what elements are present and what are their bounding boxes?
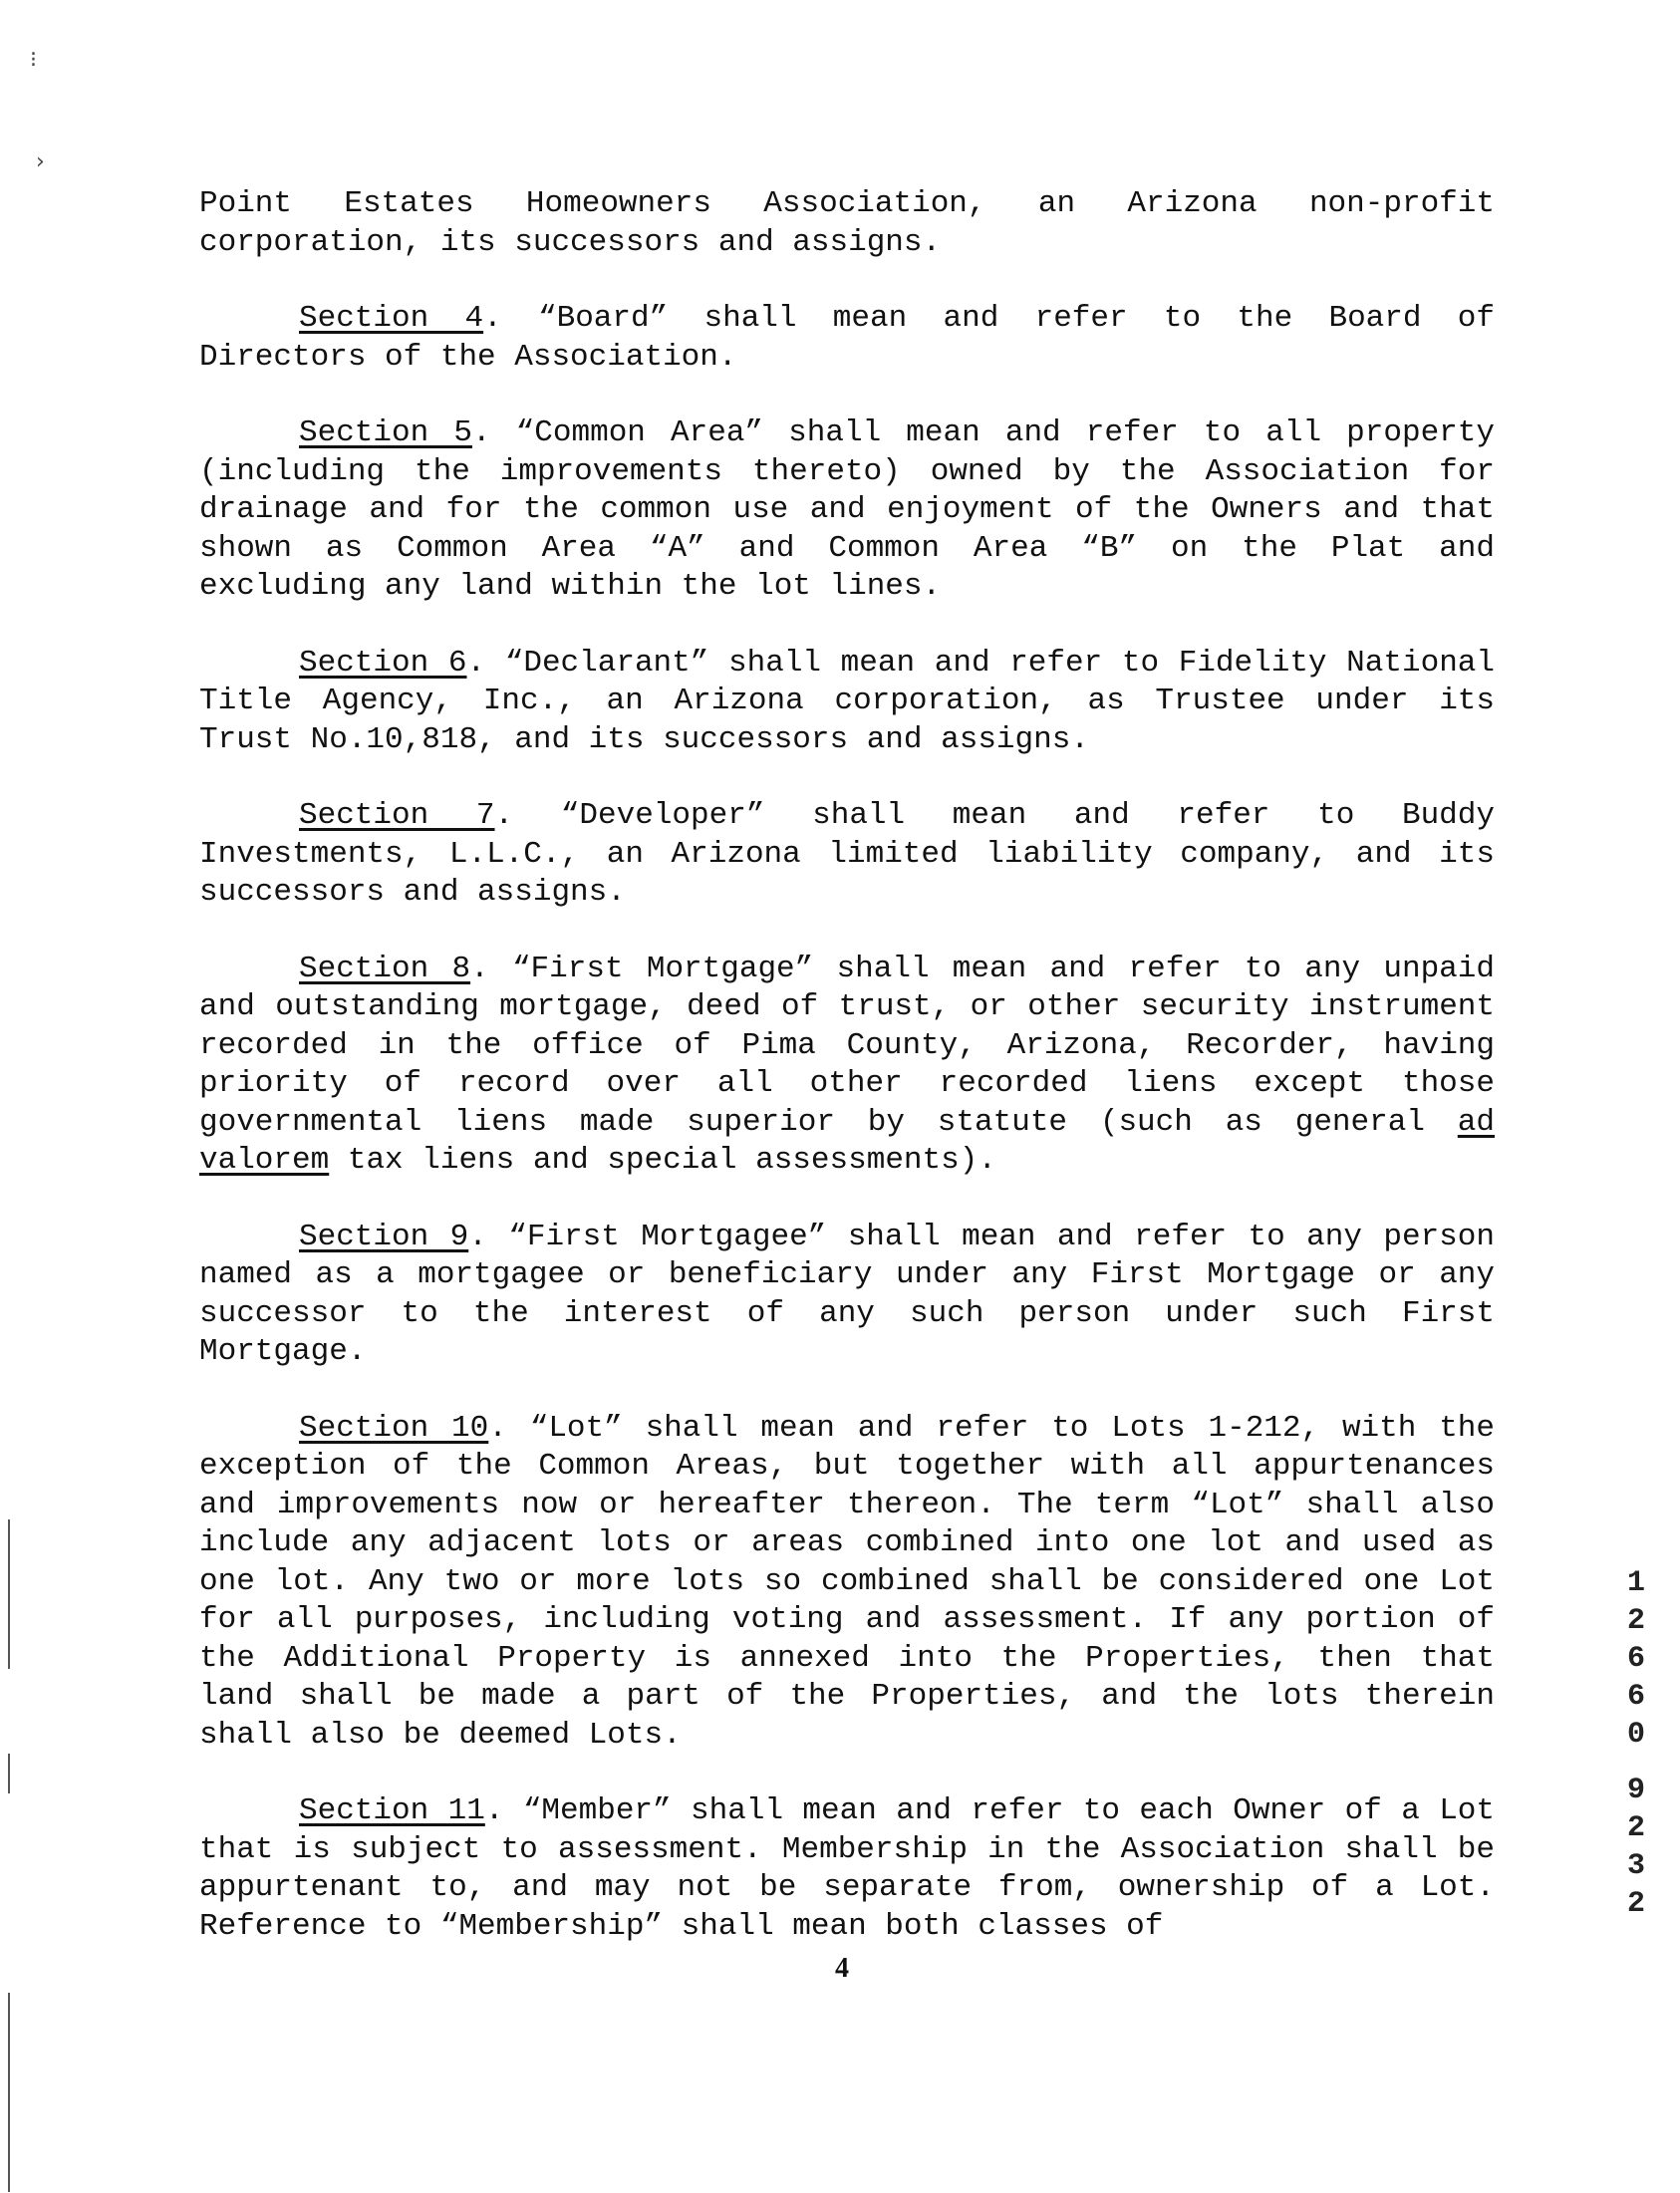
section-4-paragraph <box>199 300 1495 377</box>
page-number: 4 <box>835 1953 849 1984</box>
latin-term-ad: ad <box>1457 1104 1495 1140</box>
section-6-paragraph <box>199 645 1495 760</box>
section-body: . “Lot” shall mean and refer to Lots 1-212, with the exception of the Common Areas, but together with all appurtenances and improvements now or hereafter thereon. The term “Lot” shall also include any adjacent lots or areas combined into one lot and used as one lot. Any two or more lots so combined shall be considered one Lot for all purposes, including voting and assessment. If any portion of the Additional Property is annexed into the Properties, then that land shall be made a part of the Properties, and the lots therein shall also be deemed Lots. <box>199 1410 1496 1753</box>
section-body: . “Developer” shall mean and refer to Buddy Investments, L.L.C., an Arizona limited liability company, and its successors and assigns. <box>199 798 1495 910</box>
stamp-digit: 2 <box>1626 1604 1645 1638</box>
stamp-digit: 6 <box>1626 1680 1645 1714</box>
stamp-digit: 2 <box>1626 1887 1645 1921</box>
stamp-digit: 2 <box>1626 1811 1645 1845</box>
section-body: . “First Mortgagee” shall mean and refer to any person named as a mortgagee or beneficiary under any First Mortgage or any successor to the interest of any such person under such First Mortgage. <box>199 1219 1495 1369</box>
section-body: . “Board” shall mean and refer to the Board of Directors of the Association. <box>199 301 1495 375</box>
section-heading: Section 5 <box>299 415 472 450</box>
section-heading: Section 8 <box>299 951 471 986</box>
section-heading: Section 4 <box>299 301 484 336</box>
section-7-paragraph <box>199 797 1495 913</box>
section-9-paragraph <box>199 1219 1495 1372</box>
section-8-paragraph <box>199 951 1495 1181</box>
margin-scan-line <box>8 1754 10 1793</box>
stamp-digit: 0 <box>1626 1718 1645 1752</box>
scan-speck-mark: › <box>36 149 45 174</box>
section-body: . “Member” shall mean and refer to each Owner of a Lot that is subject to assessment. Membership in the Association shall be appurtenant to, and may not be separate from, ownership of a Lot. Reference to “Membership” shall mean both classes of <box>199 1793 1495 1944</box>
opening-paragraph <box>199 185 1495 262</box>
section-body: . “Declarant” shall mean and refer to Fidelity National Title Agency, Inc., an Arizona corporation, as Trustee under its Trust No.10,818, and its successors and assigns. <box>199 645 1495 757</box>
document-body <box>199 185 1495 1984</box>
recording-stamp-top <box>1616 1564 1656 1754</box>
stamp-digit: 9 <box>1626 1774 1645 1807</box>
stamp-digit: 3 <box>1626 1849 1645 1883</box>
stamp-digit: 1 <box>1626 1566 1645 1600</box>
section-heading: Section 10 <box>299 1410 489 1446</box>
section-10-paragraph <box>199 1410 1495 1756</box>
section-11-paragraph <box>199 1792 1495 1946</box>
section-5-paragraph <box>199 414 1495 607</box>
section-heading: Section 9 <box>299 1219 469 1254</box>
section-heading: Section 7 <box>299 798 495 833</box>
latin-term-valorem: valorem <box>199 1143 330 1178</box>
recording-stamp-bottom <box>1616 1772 1656 1923</box>
section-heading: Section 6 <box>299 645 467 681</box>
margin-scan-line <box>8 1993 10 2192</box>
section-heading: Section 11 <box>299 1793 485 1828</box>
scan-speck-mark: ⁝ <box>30 48 37 73</box>
section-body-end: tax liens and special assessments). <box>329 1143 996 1178</box>
margin-scan-line <box>8 1519 10 1669</box>
section-body: . “Common Area” shall mean and refer to all property (including the improvements thereto) owned by the Association for drainage and for the common use and enjoyment of the Owners and that shown as Common Area “A” and Common Area “B” on the Plat and excluding any land within the lot lines. <box>199 415 1495 604</box>
opening-text: Point Estates Homeowners Association, an Arizona non-profit corporation, its successors and assigns. <box>199 186 1495 260</box>
section-body: . “First Mortgage” shall mean and refer to any unpaid and outstanding mortgage, deed of trust, or other security instrument recorded in the office of Pima County, Arizona, Recorder, having priority of record over all other recorded liens except those governmental liens made superior by statute (such as general <box>199 951 1495 1140</box>
stamp-digit: 6 <box>1626 1642 1645 1676</box>
